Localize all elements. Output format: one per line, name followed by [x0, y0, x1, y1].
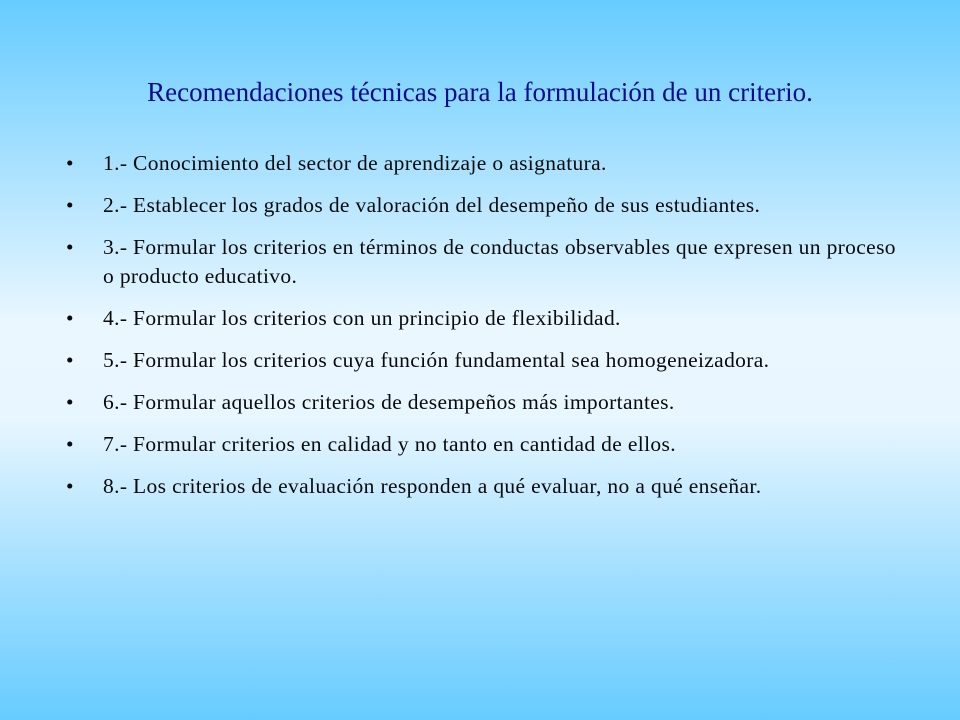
recommendation-list: [66, 149, 906, 514]
list-item-text: 8.- Los criterios de evaluación responden a qué evaluar, no a qué enseñar.: [103, 474, 762, 498]
list-item-text: 7.- Formular criterios en calidad y no tanto en cantidad de ellos.: [103, 432, 676, 456]
bullet-icon: •: [66, 151, 74, 175]
list-item-1: [66, 149, 906, 178]
list-item-text: 6.- Formular aquellos criterios de desempeños más importantes.: [103, 390, 675, 414]
list-item-text: 3.- Formular los criterios en términos de conductas observables que expresen un proceso o producto educativo.: [103, 235, 896, 288]
list-item-7: [66, 430, 906, 459]
bullet-icon: •: [66, 193, 74, 217]
list-item-6: [66, 388, 906, 417]
list-item-8: [66, 472, 906, 501]
bullet-icon: •: [66, 235, 74, 259]
list-item-text: 4.- Formular los criterios con un principio de flexibilidad.: [103, 306, 621, 330]
bullet-icon: •: [66, 348, 74, 372]
slide-title: Recomendaciones técnicas para la formulación de un criterio.: [147, 77, 813, 107]
bullet-icon: •: [66, 432, 74, 456]
bullet-icon: •: [66, 390, 74, 414]
list-item-4: [66, 304, 906, 333]
list-item-5: [66, 346, 906, 375]
list-item-text: 1.- Conocimiento del sector de aprendizaje o asignatura.: [103, 151, 607, 175]
list-item-text: 5.- Formular los criterios cuya función fundamental sea homogeneizadora.: [103, 348, 770, 372]
list-item-text: 2.- Establecer los grados de valoración del desempeño de sus estudiantes.: [103, 193, 761, 217]
list-item-2: [66, 191, 906, 220]
bullet-icon: •: [66, 474, 74, 498]
list-item-3: [66, 233, 906, 291]
bullet-icon: •: [66, 306, 74, 330]
